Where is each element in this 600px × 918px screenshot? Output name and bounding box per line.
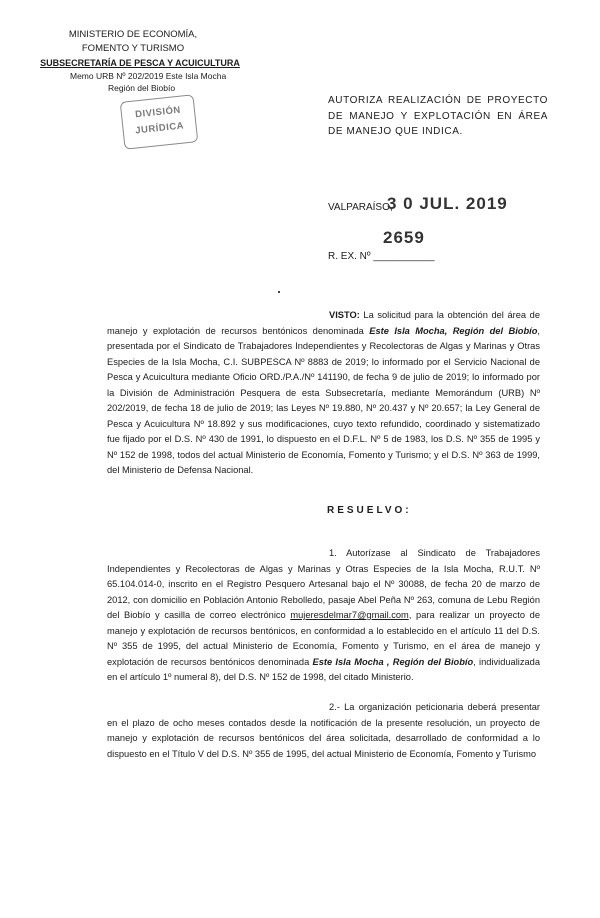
resolution-item-2 [107, 700, 540, 762]
resolution-number-label: R. EX. Nº ___________ [328, 251, 435, 262]
item1-area-name: Este Isla Mocha , Región del Biobío [312, 656, 474, 667]
visto-label: VISTO: [329, 310, 360, 320]
item1-text-b: , para realizar un proyecto de manejo y explotación de recursos bentónicos, en conformidad a lo establecido en el artículo 11 del D.S. Nº 355 de 1995, del actual Ministerio de Economía, Fomento y Turismo, en el área de manejo y explotación de recursos bentónicos denominada [107, 610, 540, 667]
resuelvo-heading: RESUELVO: [327, 505, 412, 516]
memo-reference: Memo URB Nº 202/2019 Este Isla Mocha [70, 71, 227, 81]
item1-text-a: 1. Autorízase al Sindicato de Trabajadores Independientes y Recolectoras de Algas y Marinas y Otras Especies de la Isla Mocha, R.U.T. Nº 65.104.014-0, inscrito en el Registro Pesquero Artesanal bajo el Nº 30088, de fecha 20 de marzo de 2012, con domicilio en Población Antonio Rebolledo, pasaje Abel Peña Nº 263, comuna de Lebu Región del Biobío y casilla de correo electrónico [107, 548, 540, 620]
visto-area-name: Este Isla Mocha, Región del Biobío [369, 325, 538, 336]
scan-speck [278, 291, 280, 293]
ministry-line-1: MINISTERIO DE ECONOMÍA, [68, 29, 198, 40]
visto-paragraph [107, 308, 540, 479]
visto-text-a: La solicitud para la obtención del área de manejo y explotación de recursos bentónicos denominada [107, 310, 540, 336]
ministry-header [48, 28, 218, 56]
division-juridica-stamp [120, 94, 199, 149]
resolution-item-1 [107, 546, 540, 686]
visto-text-b: , presentada por el Sindicato de Trabajadores Independientes y Recolectoras de Algas y Marinas y Otras Especies de la Isla Mocha, C.I. SUBPESCA Nº 8883 de 2019; lo informado por el Servicio Nacional de Pesca y Acuicultura mediante Oficio ORD./P.A./Nº 141190, de fecha 9 de julio de 2019; lo informado por la División de Administración Pesquera de esta Subsecretaría, mediante Memorándum (URB) Nº 202/2019, de fecha 18 de julio de 2019; las Leyes Nº 19.880, Nº 20.437 y Nº 20.657; la Ley General de Pesca y Acuicultura Nº 18.892 y sus modificaciones, cuyo texto refundido, coordinado y sistematizado fue fijado por el D.S. Nº 430 de 1991, lo dispuesto en el D.F.L. Nº 5 de 1983, los D.S. Nº 355 de 1995 y Nº 152 de 1998, todos del actual Ministerio de Economía, Fomento y Turismo; y el D.S. Nº 363 de 1999, del Ministerio de Defensa Nacional. [107, 325, 540, 475]
memo-region: Región del Biobío [108, 83, 176, 93]
resolution-number-stamp: 2659 [383, 228, 425, 247]
resolution-date-stamp: 3 0 JUL. 2019 [387, 194, 508, 213]
item1-text-c: , individualizada en el artículo 1º numeral 8), del D.S. Nº 152 de 1998, del citado Ministerio. [107, 656, 540, 682]
stamp-line-2: JURÍDICA [134, 120, 185, 137]
place-label: VALPARAÍSO, [328, 202, 393, 213]
subsecretaria-title: SUBSECRETARÍA DE PESCA Y ACUICULTURA [40, 58, 240, 68]
stamp-line-1: DIVISIÓN [134, 104, 182, 121]
ministry-line-2: FOMENTO Y TURISMO [81, 43, 185, 54]
item1-email: mujeresdelmar7@gmail.com [290, 610, 409, 620]
item2-text: 2.- La organización peticionaria deberá presentar en el plazo de ocho meses contados desde la notificación de la presente resolución, un proyecto de manejo y explotación de recursos bentónicos del área solicitada, desarrollado de conformidad a lo dispuesto en el Título V del D.S. Nº 355 de 1995, del actual Ministerio de Economía, Fomento y Turismo [107, 702, 540, 759]
resolution-subject: AUTORIZA REALIZACIÓN DE PROYECTO DE MANEJO Y EXPLOTACIÓN EN ÁREA DE MANEJO QUE INDICA. [328, 95, 548, 137]
